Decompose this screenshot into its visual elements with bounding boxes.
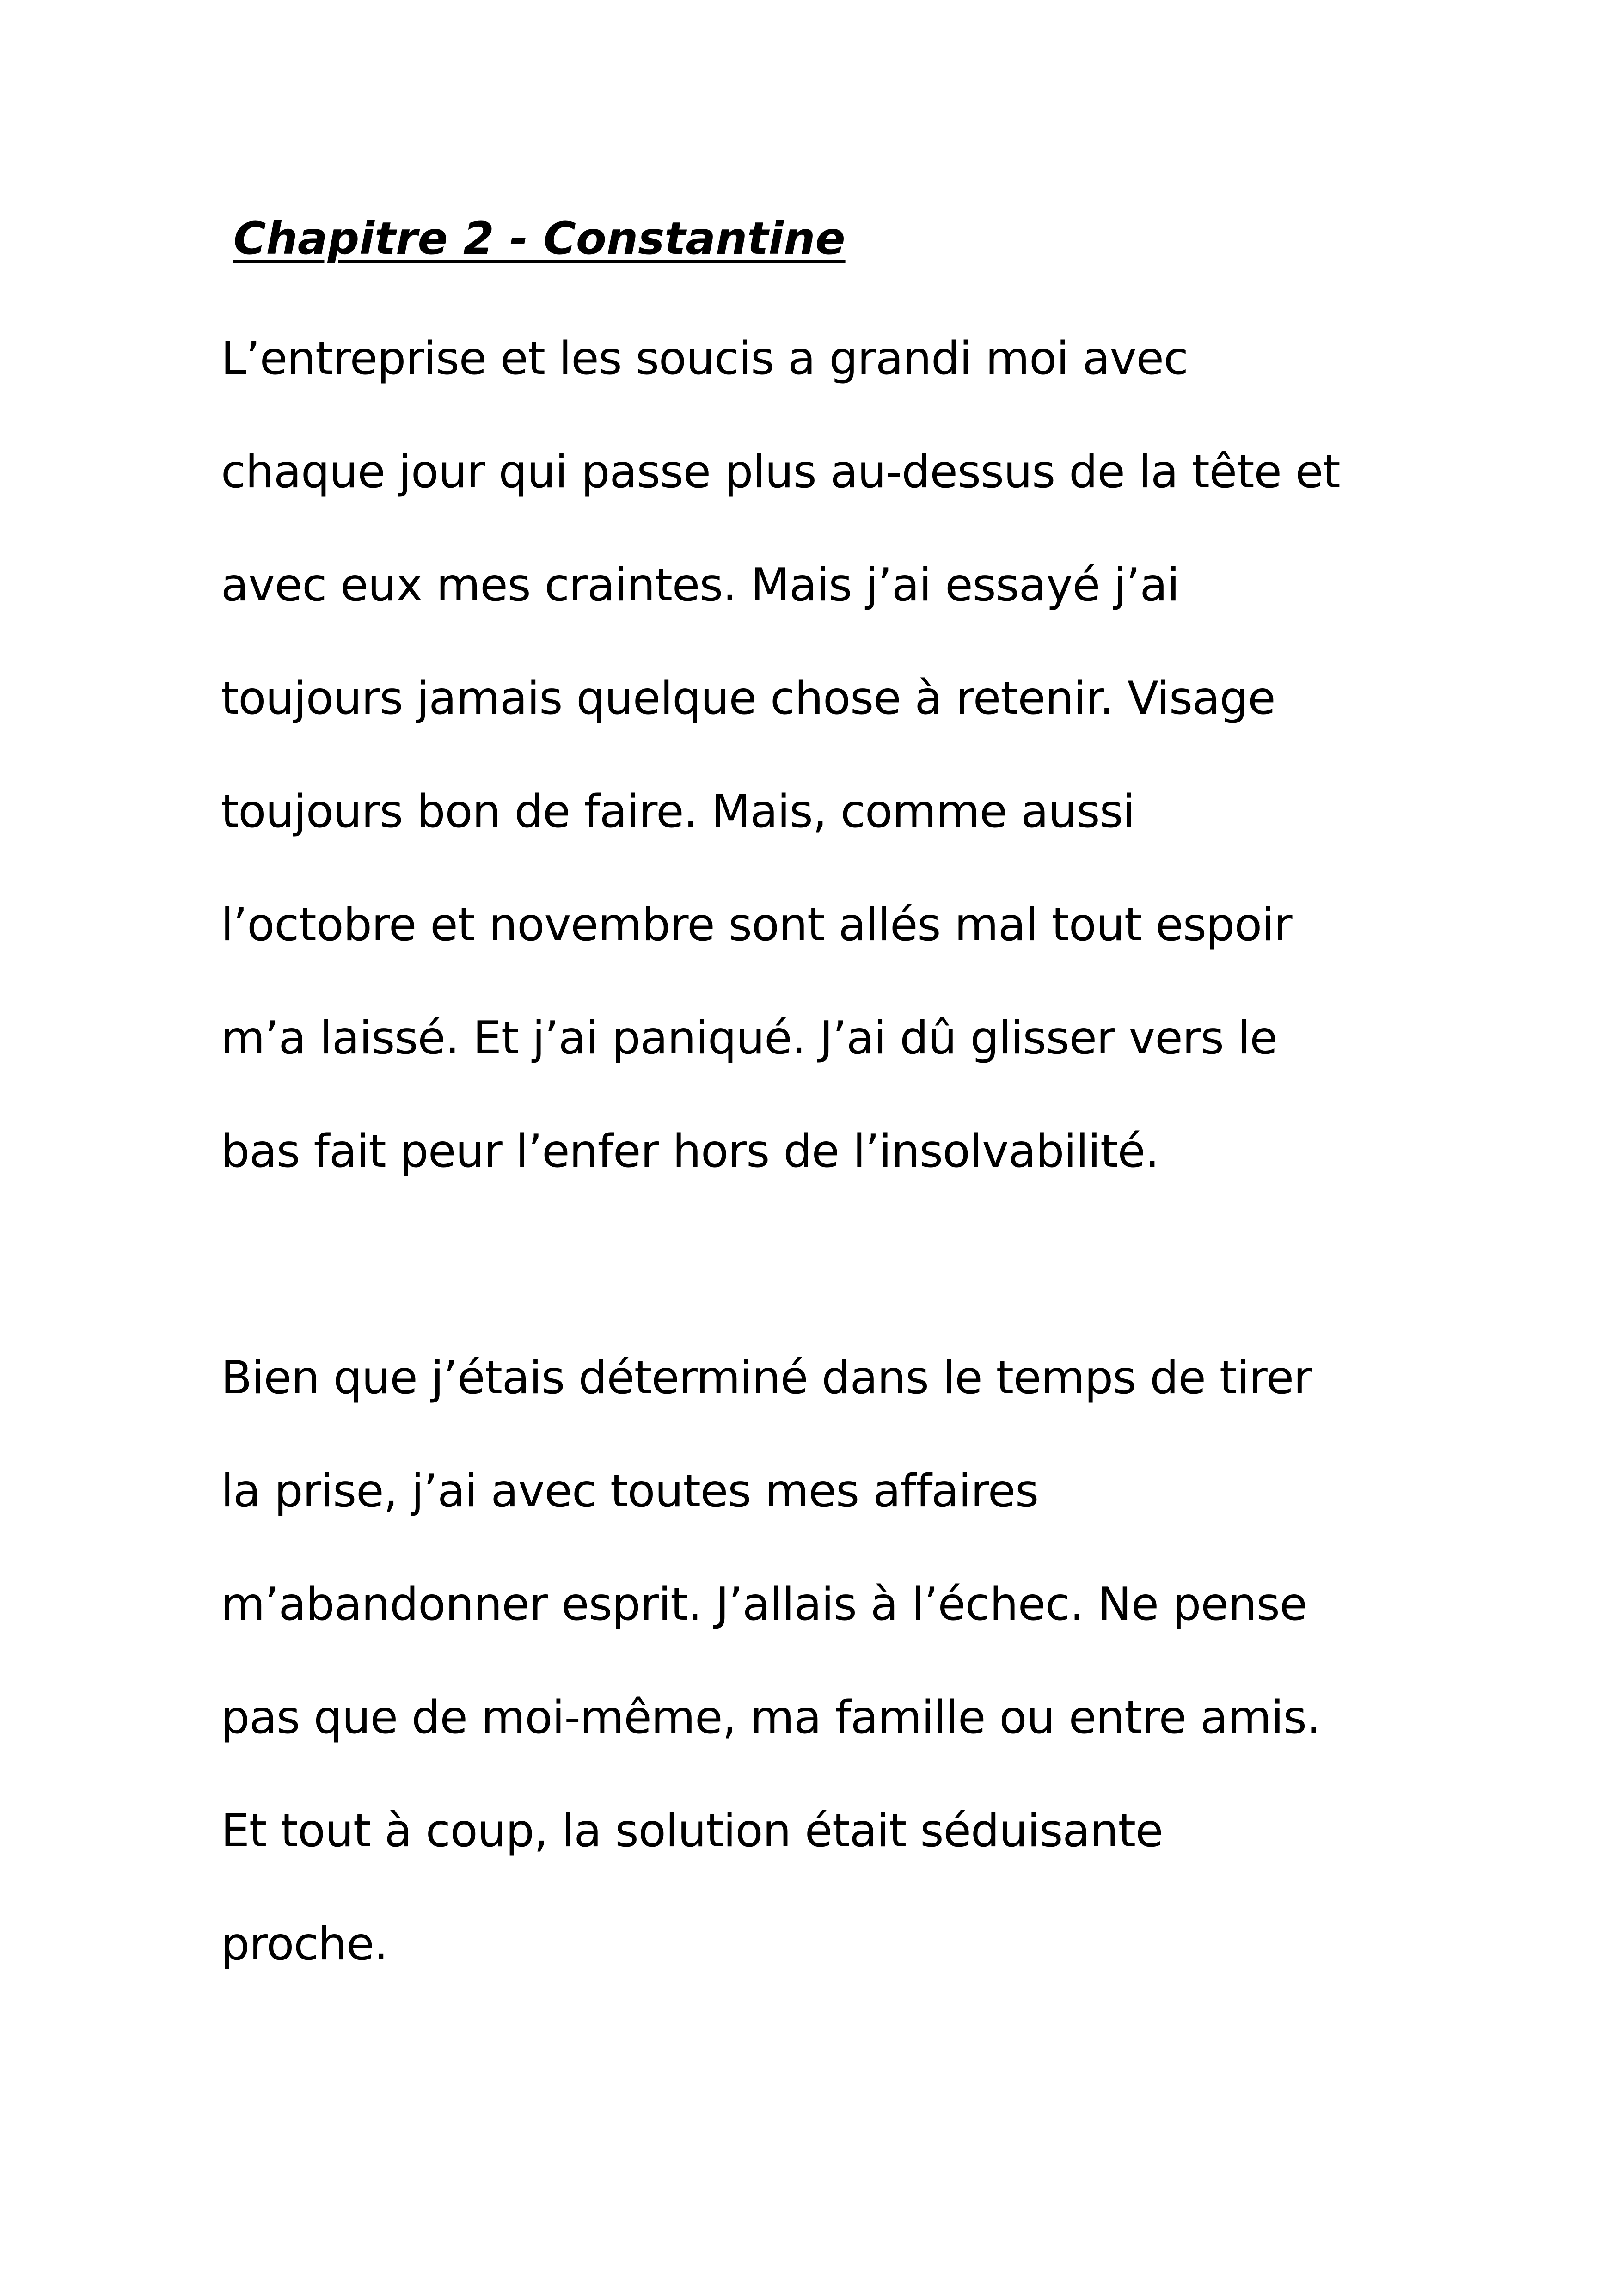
paragraph-line: m’abandonner esprit. J’allais à l’échec. Ne pense (221, 1578, 1307, 1631)
paragraph-line: la prise, j’ai avec toutes mes affaires (221, 1465, 1039, 1518)
paragraph-line: toujours bon de faire. Mais, comme aussi (221, 785, 1135, 838)
paragraph-line: proche. (221, 1918, 388, 1971)
paragraph-line: chaque jour qui passe plus au-dessus de la tête et (221, 446, 1340, 498)
paragraph-line: m’a laissé. Et j’ai paniqué. J’ai dû glisser vers le (221, 1012, 1277, 1065)
paragraph-line: avec eux mes craintes. Mais j’ai essayé j’ai (221, 559, 1179, 612)
paragraph-line: toujours jamais quelque chose à retenir. Visage (221, 672, 1275, 725)
chapter-title: Chapitre 2 - Constantine (233, 213, 846, 264)
paragraph-line: l’octobre et novembre sont allés mal tout espoir (221, 899, 1292, 951)
paragraph-line: pas que de moi-même, ma famille ou entre amis. (221, 1691, 1321, 1744)
paragraph-line: Et tout à coup, la solution était séduisante (221, 1805, 1163, 1857)
paragraph-line: Bien que j’étais déterminé dans le temps de tirer (221, 1352, 1312, 1404)
paragraph-line: L’entreprise et les soucis a grandi moi avec (221, 332, 1188, 385)
paragraph-line: bas fait peur l’enfer hors de l’insolvabilité. (221, 1125, 1159, 1178)
